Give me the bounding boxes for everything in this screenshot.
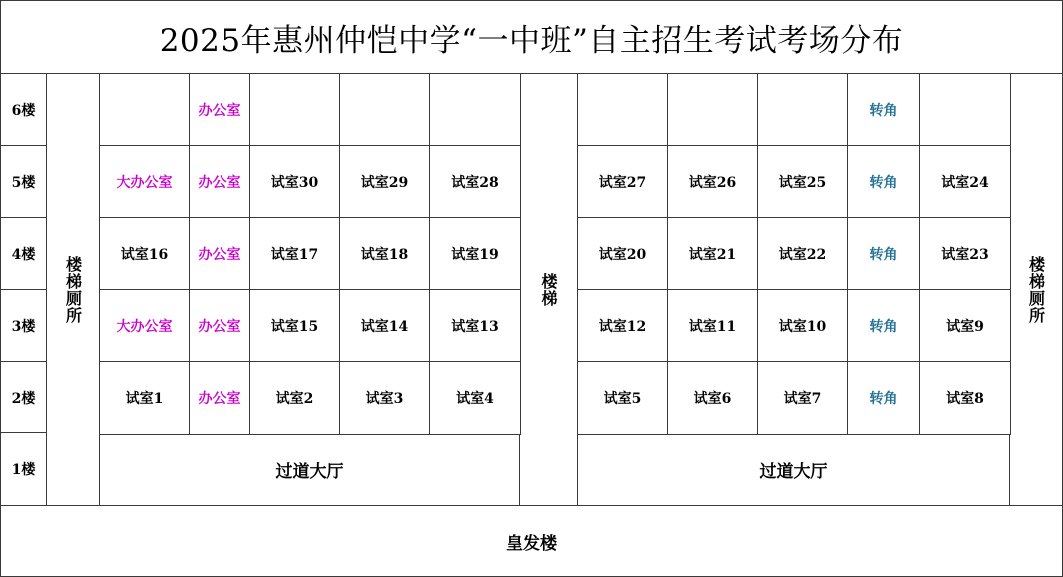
exam-room: 试室3 xyxy=(339,361,430,435)
exam-room xyxy=(577,73,668,147)
exam-room: 试室17 xyxy=(249,217,340,291)
exam-room: 试室6 xyxy=(667,361,758,435)
office-room: 办公室 xyxy=(189,217,250,291)
right-stair-restroom: 楼梯厕所 xyxy=(1009,73,1063,506)
office-room: 办公室 xyxy=(189,145,250,219)
corner-cell: 转角 xyxy=(847,361,920,435)
exam-room: 试室26 xyxy=(667,145,758,219)
exam-room: 试室4 xyxy=(429,361,521,435)
exam-room: 试室9 xyxy=(919,289,1011,363)
exam-room: 试室22 xyxy=(757,217,848,291)
office-room: 办公室 xyxy=(189,361,250,435)
exam-room: 试室25 xyxy=(757,145,848,219)
exam-room: 试室8 xyxy=(919,361,1011,435)
exam-room: 试室5 xyxy=(577,361,668,435)
exam-room xyxy=(757,73,848,147)
exam-room: 试室19 xyxy=(429,217,521,291)
hall-left: 过道大厅 xyxy=(99,432,520,506)
office-room: 办公室 xyxy=(189,73,250,147)
exam-room: 试室10 xyxy=(757,289,848,363)
page-title: 2025年惠州仲恺中学“一中班”自主招生考试考场分布 xyxy=(0,0,1063,74)
exam-room: 试室15 xyxy=(249,289,340,363)
exam-room: 试室28 xyxy=(429,145,521,219)
exam-room: 试室30 xyxy=(249,145,340,219)
corner-cell: 转角 xyxy=(847,145,920,219)
corner-cell: 转角 xyxy=(847,217,920,291)
exam-room xyxy=(919,73,1011,147)
office-room: 办公室 xyxy=(189,289,250,363)
hall-right: 过道大厅 xyxy=(577,432,1010,506)
exam-room xyxy=(429,73,521,147)
floor-label: 1楼 xyxy=(0,432,47,506)
exam-room: 试室14 xyxy=(339,289,430,363)
exam-room: 试室18 xyxy=(339,217,430,291)
floor-label: 6楼 xyxy=(0,73,47,147)
exam-room: 试室24 xyxy=(919,145,1011,219)
exam-room: 试室23 xyxy=(919,217,1011,291)
floor-label: 4楼 xyxy=(0,217,47,291)
exam-room: 试室2 xyxy=(249,361,340,435)
exam-room: 试室13 xyxy=(429,289,521,363)
floor-label: 2楼 xyxy=(0,361,47,435)
exam-room: 试室7 xyxy=(757,361,848,435)
floor-label: 5楼 xyxy=(0,145,47,219)
exam-room: 试室21 xyxy=(667,217,758,291)
left-stair-restroom: 楼梯厕所 xyxy=(46,73,100,506)
corner-cell: 转角 xyxy=(847,73,920,147)
exam-room: 试室16 xyxy=(99,217,190,291)
exam-room: 试室29 xyxy=(339,145,430,219)
exam-room xyxy=(667,73,758,147)
exam-room: 试室11 xyxy=(667,289,758,363)
floor-label: 3楼 xyxy=(0,289,47,363)
exam-room: 试室27 xyxy=(577,145,668,219)
middle-stair: 楼梯 xyxy=(519,73,578,506)
exam-room xyxy=(99,73,190,147)
corner-cell: 转角 xyxy=(847,289,920,363)
exam-room: 试室12 xyxy=(577,289,668,363)
office-room: 大办公室 xyxy=(99,145,190,219)
bottom-building: 皇发楼 xyxy=(0,505,1063,577)
exam-room: 试室20 xyxy=(577,217,668,291)
exam-room xyxy=(249,73,340,147)
exam-room xyxy=(339,73,430,147)
exam-room: 试室1 xyxy=(99,361,190,435)
office-room: 大办公室 xyxy=(99,289,190,363)
